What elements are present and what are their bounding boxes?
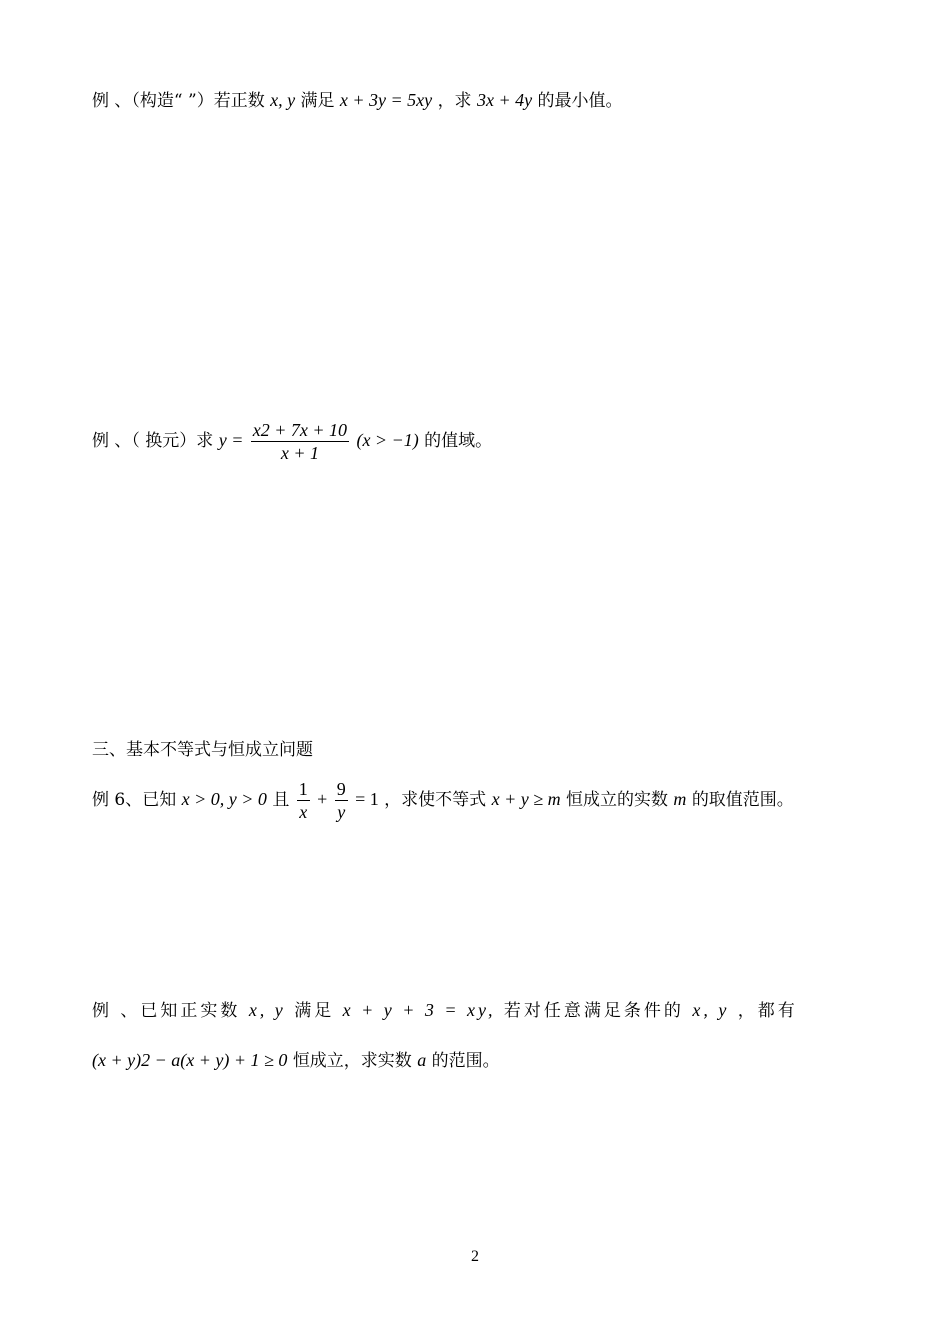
- example-substitution-fraction: [251, 419, 349, 464]
- example-c-equation: x + y + 3 = xy,: [342, 1000, 496, 1020]
- example-6-mid: ，求使不等式: [384, 790, 487, 810]
- example-c-prefix: 例 、已知正实数: [92, 1001, 241, 1021]
- fraction-1-numerator: 1: [298, 779, 308, 799]
- section-heading: 三、基本不等式与恒成立问题: [92, 740, 313, 760]
- example-6-fraction-2: [335, 778, 348, 823]
- fraction-denominator: x + 1: [280, 443, 319, 463]
- example-c-mid2: 若对任意满足条件的: [503, 1001, 684, 1021]
- example-6: [92, 774, 794, 825]
- fraction-numerator: x2 + 7x + 10: [252, 420, 348, 440]
- example-substitution-prefix: 例 、（ 换元）求: [92, 431, 214, 451]
- example-6-fraction-1: [297, 778, 310, 823]
- fraction-2-numerator: 9: [336, 779, 346, 799]
- example-6-inequality: x + y ≥ m: [491, 789, 561, 809]
- example-6-and: 且: [272, 790, 290, 810]
- example-positive-reals-line-1: [92, 998, 798, 1023]
- example-positive-reals-line-2: [92, 1048, 500, 1073]
- example-6-plus: +: [317, 789, 328, 809]
- example-c-vars: x, y: [248, 1000, 286, 1020]
- page-number: 2: [471, 1248, 479, 1265]
- example-6-equals: = 1: [355, 789, 379, 809]
- example-substitution-condition: (x > −1): [356, 430, 419, 450]
- example-6-prefix: 例 6、已知: [92, 790, 177, 810]
- example-6-mid2: 恒成立的实数: [566, 790, 668, 810]
- example-substitution-lhs: y =: [218, 430, 244, 450]
- example-6-suffix: 的取值范围。: [691, 790, 794, 810]
- example-substitution-suffix: 的值域。: [424, 431, 493, 451]
- example-substitution: [92, 418, 492, 464]
- example-c-vars-2: x, y: [692, 1000, 730, 1020]
- example-c-variable: a: [417, 1050, 427, 1070]
- example-c-mid1: 满足: [294, 1001, 335, 1021]
- example-6-variable: m: [673, 789, 687, 809]
- example-c-line2-mid: 恒成立，求实数: [292, 1051, 412, 1071]
- example-construct-mid1: 满足: [300, 91, 335, 111]
- example-construct-mid2: ，求: [437, 91, 472, 111]
- example-construct-prefix: 例 、（构造“ ”）若正数: [92, 91, 265, 111]
- fraction-1-denominator: x: [299, 802, 308, 822]
- example-c-mid3: ，都有: [737, 1001, 798, 1021]
- example-c-line2-suffix: 的范围。: [431, 1051, 500, 1071]
- example-construct-expression: 3x + 4y: [476, 90, 533, 110]
- fraction-2-denominator: y: [337, 802, 346, 822]
- example-construct-equation: x + 3y = 5xy: [339, 90, 433, 110]
- example-construct: [92, 88, 623, 113]
- example-construct-vars: x, y: [270, 90, 296, 110]
- example-c-inequality: (x + y)2 − a(x + y) + 1 ≥ 0: [92, 1050, 288, 1070]
- example-construct-suffix: 的最小值。: [537, 91, 623, 111]
- example-6-condition: x > 0, y > 0: [181, 789, 267, 809]
